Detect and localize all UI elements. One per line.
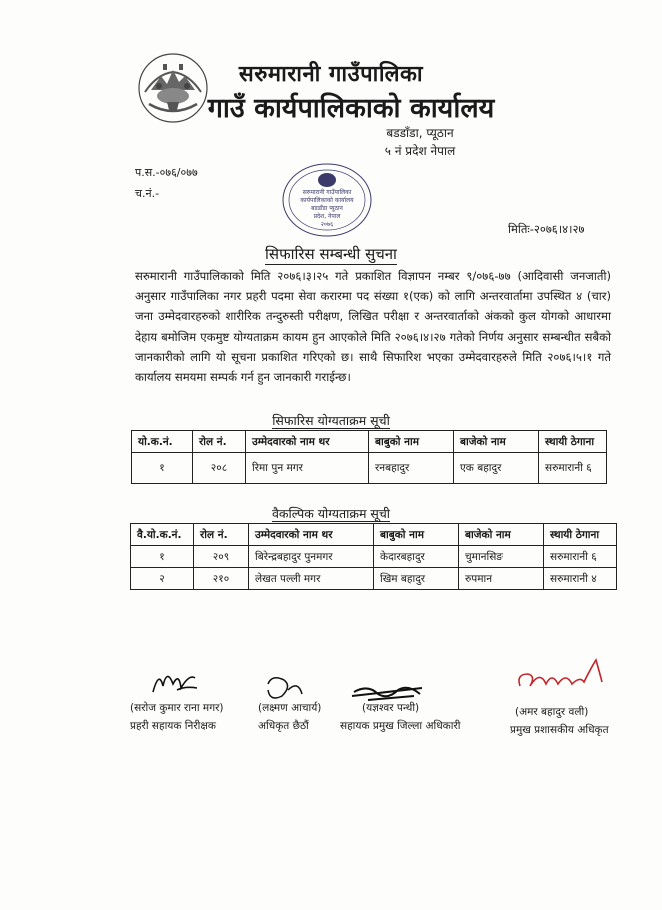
notice-body: सरुमारानी गाउँपालिकाको मिति २०७६।३।२५ गते प्रकाशित विज्ञापन नम्बर ९/०७६-७७ (आदिवासी जनजाती) अनुसार गाउँपालिका नगर प्रहरी पदमा सेवा करारमा पद संख्या १(एक) को लागि अन्तरवार्तामा उपस्थित ४ (चार) जना उम्मेदवारहरुको शारीरिक तन्दुरुस्ती परीक्षण, लिखित परीक्षा र अन्तरवार्ताको अंकको कुल योगको आधारमा देहाय बमोजिम एकमुष्ट योग्यताक्रम कायम हुन आएकोले मिति २०७६।४।२७ गतेको निर्णय अनुसार सम्बन्धीत सबैको जानकारीको लागि यो सूचना प्रकाशित गरिएको छ। साथै सिफारिश भएका उम्मेदवारहरुले मिति २०७६।५।१ गते कार्यालय समयमा सम्पर्क गर्न हुन जानकारी गराईन्छ। xyxy=(135,269,611,385)
stamp-line5: २०७६ xyxy=(320,221,334,228)
stamp-line4: प्रदेश, नेपाल xyxy=(313,213,341,220)
table2-title xyxy=(0,505,662,522)
cell: १ xyxy=(132,453,193,484)
province: ५ नं प्रदेश नेपाल xyxy=(384,144,456,158)
notice-title-text: सिफारिस सम्बन्धी सुचना xyxy=(265,245,397,263)
cell: सरुमारानी ६ xyxy=(539,453,607,484)
cell: बिरेन्द्रबहादुर पुनमगर xyxy=(249,546,374,568)
signatory-2-name: (लक्ष्मण आचार्य) xyxy=(258,702,322,714)
table1-title-text: सिफारिस योग्यताक्रम सूची xyxy=(272,413,390,428)
cell: रुपमान xyxy=(459,568,544,590)
header-cell: रोल नं. xyxy=(193,431,246,453)
signatory-2-designation: अधिकृत छैठौं xyxy=(258,720,309,732)
stamp-line1: सरुमारानी गाउँपालिका xyxy=(302,189,352,196)
header-cell: बाजेको नाम xyxy=(454,431,539,453)
org-name: सरुमारानी गाउँपालिका xyxy=(238,62,424,87)
table-header-row xyxy=(131,524,617,546)
cell: रनबहादुर xyxy=(369,453,454,484)
cell: रिमा पुन मगर xyxy=(246,453,369,484)
header-cell: उम्मेदवारको नाम थर xyxy=(246,431,369,453)
table-row xyxy=(132,453,607,484)
signatory-4-name: (अमर बहादुर वली) xyxy=(515,706,589,718)
header-cell: स्थायी ठेगाना xyxy=(539,431,607,453)
cell: खिम बहादुर xyxy=(374,568,459,590)
header-cell: यो.क.नं. xyxy=(132,431,193,453)
notice-date: मितिः-२०७६।४।२७ xyxy=(508,222,585,236)
stamp-line3: बडडाँडा प्यूठान xyxy=(311,205,343,212)
address: बडडाँडा, प्यूठान xyxy=(386,126,454,140)
header-cell: स्थायी ठेगाना xyxy=(544,524,617,546)
table-header-row xyxy=(132,431,607,453)
header-cell: रोल नं. xyxy=(194,524,249,546)
table-row xyxy=(131,546,617,568)
signatory-3-designation: सहायक प्रमुख जिल्ला अधिकारी xyxy=(340,720,461,732)
header-cell: बाबुको नाम xyxy=(369,431,454,453)
cell: १ xyxy=(131,546,194,568)
signatory-4-designation: प्रमुख प्रशासकीय अधिकृत xyxy=(510,724,609,736)
cell: एक बहादुर xyxy=(454,453,539,484)
table1-title xyxy=(0,412,662,429)
signatory-3-name: (यज्ञश्वर पन्थी) xyxy=(362,702,420,714)
office-name: गाउँ कार्यपालिकाको कार्यालय xyxy=(207,93,495,124)
header-cell: बाबुको नाम xyxy=(374,524,459,546)
signatory-1-designation: प्रहरी सहायक निरीक्षक xyxy=(130,720,216,732)
cell: चुमानसिङ xyxy=(459,546,544,568)
signature-mark-4 xyxy=(512,656,612,700)
table-row xyxy=(131,568,617,590)
cell: लेखत पल्ली मगर xyxy=(249,568,374,590)
reference-number: प.स.-०७६/०७७ xyxy=(135,166,198,179)
signatory-1-name: (सरोज कुमार राना मगर) xyxy=(130,702,224,714)
cell: २१० xyxy=(194,568,249,590)
alternative-table xyxy=(130,523,617,590)
header-cell: बाजेको नाम xyxy=(459,524,544,546)
header-cell: वै.यो.क.नं. xyxy=(131,524,194,546)
cell: केदारबहादुर xyxy=(374,546,459,568)
cell: २ xyxy=(131,568,194,590)
table2-title-text: वैकल्पिक योग्यताक्रम सूची xyxy=(271,506,391,521)
office-stamp xyxy=(272,160,372,240)
header-cell: उम्मेदवारको नाम थर xyxy=(249,524,374,546)
notice-title xyxy=(0,244,662,264)
recommendation-table xyxy=(131,430,607,484)
cell: सरुमारानी ६ xyxy=(544,546,617,568)
dispatch-number: च.नं.- xyxy=(135,187,160,200)
cell: सरुमारानी ४ xyxy=(544,568,617,590)
stamp-line2: कार्यपालिकाको कार्यालय xyxy=(300,197,354,204)
cell: २०९ xyxy=(194,546,249,568)
signature-mark-1 xyxy=(145,664,205,700)
cell: २०८ xyxy=(193,453,246,484)
